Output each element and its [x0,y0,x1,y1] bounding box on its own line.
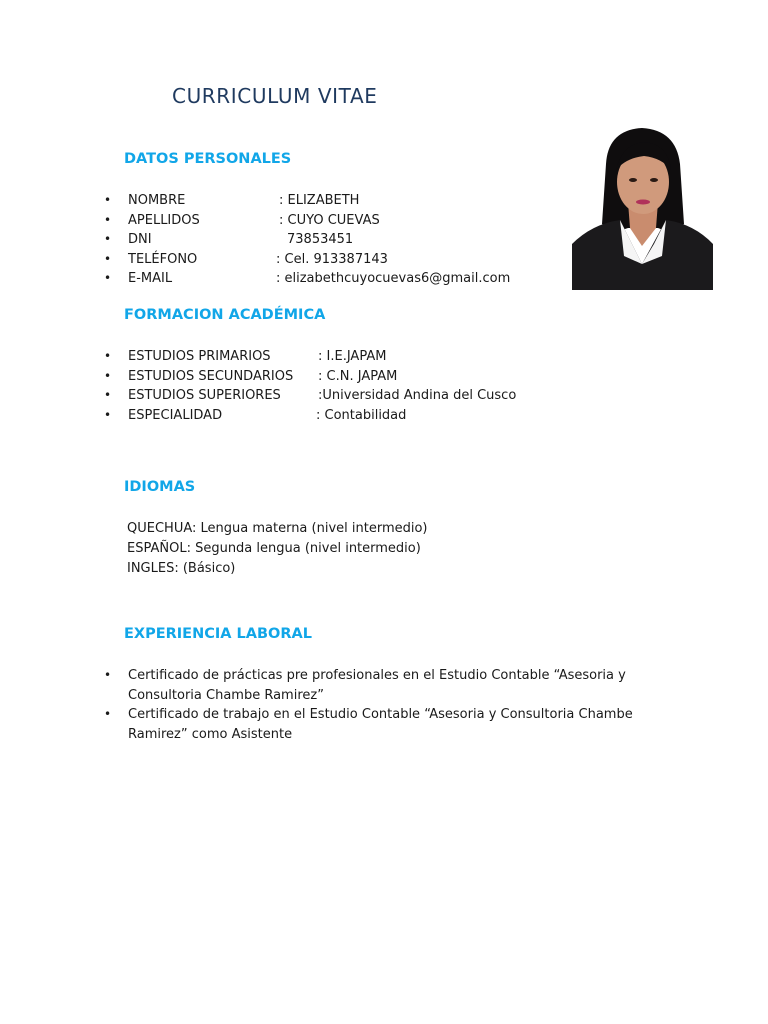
bullet: • [104,232,112,247]
section-heading-personal: DATOS PERSONALES [124,151,292,167]
bullet: • [104,668,112,682]
section-heading-languages: IDIOMAS [124,479,196,495]
list-item [104,705,644,744]
section-heading-education: FORMACION ACADÉMICA [124,307,326,323]
field-value: : elizabethcuyocuevas6@gmail.com [276,271,511,287]
field-label: ESTUDIOS SUPERIORES [128,388,281,404]
field-value: : CUYO CUEVAS [279,212,380,228]
language-line: ESPAÑOL: Segunda lengua (nivel intermedio) [127,540,421,556]
field-label: NOMBRE [128,193,186,208]
field-value: : Contabilidad [316,407,407,423]
language-line: INGLES: (Básico) [127,560,236,576]
bullet: • [104,707,112,721]
section-heading-experience: EXPERIENCIA LABORAL [124,626,312,642]
bullet: • [104,407,112,422]
field-label: ESTUDIOS SECUNDARIOS [128,368,294,384]
field-label: E-MAIL [128,271,173,287]
bullet: • [104,388,112,403]
experience-text: Certificado de prácticas pre profesionales en el Estudio Contable “Asesoria y Consultoria Chambe Ramirez” [128,668,626,703]
bullet: • [104,349,112,363]
bullet: • [104,193,112,207]
experience-text: Certificado de trabajo en el Estudio Contable “Asesoria y Consultoria Chambe Ramirez” como Asistente [128,707,633,742]
field-value: : Cel. 913387143 [276,251,388,267]
bullet: • [104,212,112,227]
field-label: ESPECIALIDAD [128,407,223,423]
bullet: • [104,368,112,383]
field-label: ESTUDIOS PRIMARIOS [128,349,271,364]
language-line: QUECHUA: Lengua materna (nivel intermedio) [127,521,428,536]
experience-list [104,666,644,744]
field-value: : C.N. JAPAM [318,368,398,384]
portrait-image [572,124,713,290]
field-value: : I.E.JAPAM [318,349,387,364]
field-value: 73853451 [287,232,354,248]
languages-block [127,519,428,578]
field-label: APELLIDOS [128,212,200,228]
bullet: • [104,271,112,286]
profile-photo [572,124,713,290]
document-title: CURRICULUM VITAE [172,84,378,108]
field-value: :Universidad Andina del Cusco [318,388,517,404]
list-item [104,666,644,705]
field-label: DNI [128,232,152,248]
field-label: TELÉFONO [128,251,198,267]
field-value: : ELIZABETH [279,193,360,208]
bullet: • [104,251,112,266]
